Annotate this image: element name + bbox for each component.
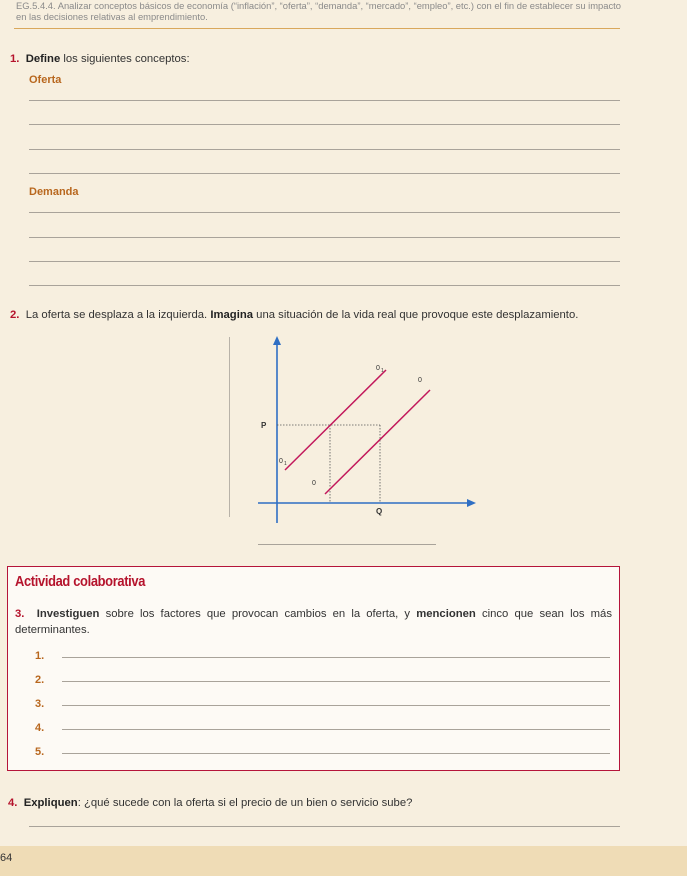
question-2-number: 2. <box>10 309 20 321</box>
label-o1-top-subscript: 1 <box>381 368 384 374</box>
label-demanda: Demanda <box>29 186 79 198</box>
answer-line-oferta-4[interactable] <box>29 173 620 174</box>
header-divider <box>14 28 620 29</box>
answer-line-demanda-2[interactable] <box>29 237 620 238</box>
answer-line-item-2[interactable] <box>62 681 610 682</box>
label-o1-bottom: 0 <box>279 458 283 465</box>
supply-curve-o <box>325 390 430 494</box>
question-1-number: 1. <box>10 53 20 65</box>
question-2 <box>10 308 578 322</box>
supply-shift-graph <box>240 330 490 530</box>
answer-line-oferta-1[interactable] <box>29 100 620 101</box>
standard-line-2: en las decisiones relativas al emprendimiento. <box>16 11 208 22</box>
page-number: 64 <box>0 852 13 864</box>
answer-line-demanda-1[interactable] <box>29 212 620 213</box>
question-1 <box>10 52 190 66</box>
question-2-intro: La oferta se desplaza a la izquierda. <box>25 309 211 321</box>
x-axis-arrow-icon <box>467 499 476 507</box>
question-4 <box>8 796 412 810</box>
item-number-5: 5. <box>35 746 45 758</box>
question-1-text: los siguientes conceptos: <box>60 53 190 65</box>
curriculum-standard <box>16 0 656 22</box>
standard-line-1: EG.5.4.4. Analizar conceptos básicos de economía (“inflación”, “oferta”, “demanda”, “mercado”, “empleo”, etc.) con el fin de establecer su impacto <box>16 0 621 11</box>
question-3-verb: Investiguen <box>36 608 100 620</box>
item-number-4: 4. <box>35 722 45 734</box>
question-4-verb: Expliquen <box>23 797 78 809</box>
question-4-number: 4. <box>8 797 18 809</box>
answer-line-item-3[interactable] <box>62 705 610 706</box>
item-number-1: 1. <box>35 650 45 662</box>
label-o-top: 0 <box>418 377 422 384</box>
answer-line-demanda-4[interactable] <box>29 285 620 286</box>
answer-line-graph[interactable] <box>258 544 436 545</box>
label-o-bottom: 0 <box>312 480 316 487</box>
label-o1-top: 0 <box>376 365 380 372</box>
question-4-text: : ¿qué sucede con la oferta si el precio de un bien o servicio sube? <box>77 797 413 809</box>
label-o1-bottom-subscript: 1 <box>284 461 287 467</box>
question-3-number: 3. <box>15 608 25 620</box>
answer-line-oferta-3[interactable] <box>29 149 620 150</box>
answer-line-oferta-2[interactable] <box>29 124 620 125</box>
answer-line-demanda-3[interactable] <box>29 261 620 262</box>
label-p: P <box>261 421 267 430</box>
answer-line-item-5[interactable] <box>62 753 610 754</box>
question-3-text-end: cinco que sean los más determinantes. <box>15 608 612 636</box>
label-q: Q <box>376 507 383 516</box>
collaborative-activity-box <box>7 566 620 771</box>
answer-line-item-1[interactable] <box>62 657 610 658</box>
question-3-text-mid: sobre los factores que provocan cambios en la oferta, y <box>99 608 417 620</box>
page-footer-band <box>0 846 687 876</box>
answer-line-item-4[interactable] <box>62 729 610 730</box>
question-3 <box>15 606 612 638</box>
y-axis-arrow-icon <box>273 336 281 345</box>
question-2-text: una situación de la vida real que provoque este desplazamiento. <box>253 309 579 321</box>
graph-left-rule <box>229 337 230 517</box>
collaborative-activity-title: Actividad colaborativa <box>15 573 146 590</box>
item-number-2: 2. <box>35 674 45 686</box>
question-3-verb-2: mencionen <box>416 608 476 620</box>
answer-line-question-4[interactable] <box>29 826 620 827</box>
supply-curve-o1 <box>285 370 386 470</box>
label-oferta: Oferta <box>29 74 62 86</box>
question-1-verb: Define <box>25 53 61 65</box>
item-number-3: 3. <box>35 698 45 710</box>
question-2-verb: Imagina <box>210 309 254 321</box>
